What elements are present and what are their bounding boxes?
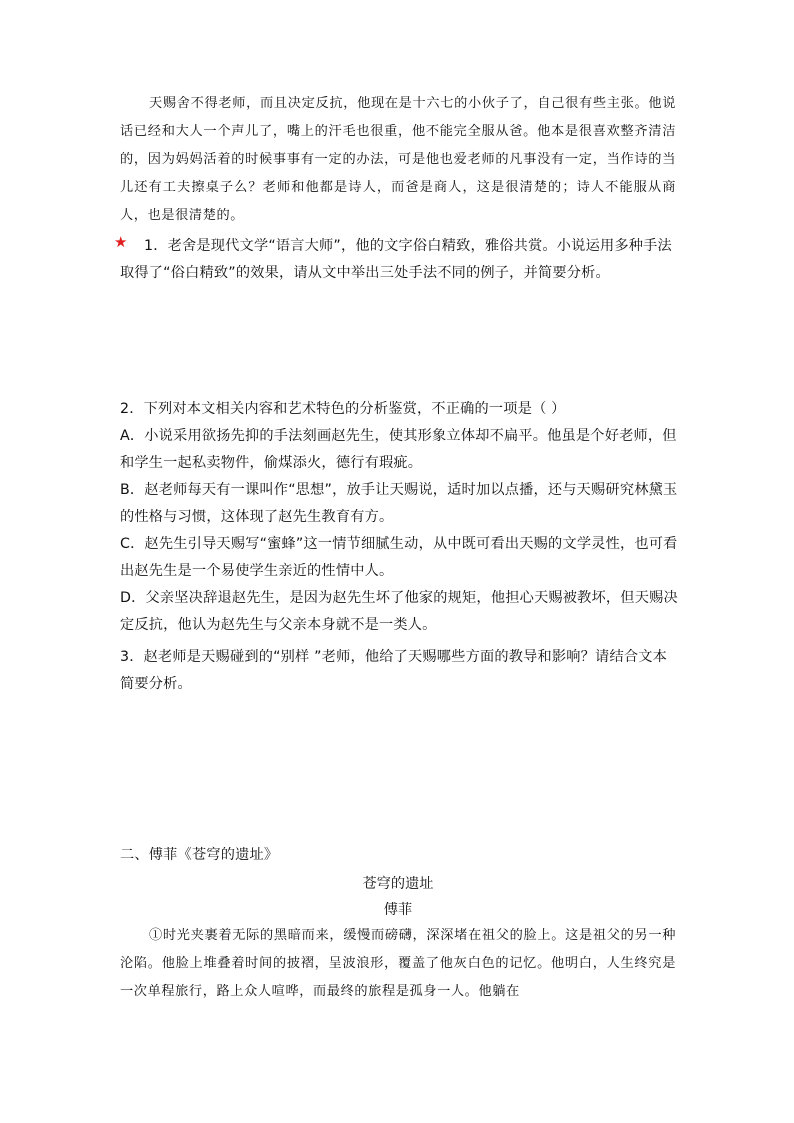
article-title: 苍穹的遗址 (362, 876, 434, 892)
question-2-option-c: C．赵先生引导天赐写“蜜蜂”这一情节细腻生动，从中既可看出天赐的文学灵性，也可看出赵先生是一个易使学生亲近的性情中人。 (120, 536, 678, 579)
section-2-heading (120, 842, 680, 869)
question-2-option-b: B．赵老师每天有一课叫作“思想”，放手让天赐说，适时加以点播，还与天赐研究林黛玉的性格与习惯，这体现了赵先生教育有方。 (120, 482, 678, 525)
article-passage (120, 922, 676, 1006)
question-1 (114, 233, 680, 287)
article-paragraph-1: ①时光夹裹着无际的黑暗而来，缓慢而磅礴，深深堵在祖父的脸上。这是祖父的另一种沦陷。他脸上堆叠着时间的披褶，呈波浪形，覆盖了他灰白色的记忆。他明白，人生终究是一次单程旅行，路上众人喧哗，而最终的旅程是孤身一人。他躺在 (120, 928, 676, 999)
question-2 (120, 396, 680, 639)
question-2-option-d: D．父亲坚决辞退赵先生，是因为赵先生坏了他家的规矩，他担心天赐被教坏，但天赐决定反抗，他认为赵先生与父亲本身就不是一类人。 (120, 590, 678, 633)
excerpt-paragraph: 天赐舍不得老师，而且决定反抗，他现在是十六七的小伙子了，自己很有些主张。他说话已经和大人一个声儿了，嘴上的汗毛也很重，他不能完全服从爸。他本是很喜欢整齐清洁的，因为妈妈活着的时候事事有一定的办法，可是他也爱老师的凡事没有一定，当作诗的当儿还有工夫擦桌子么？老师和他都是诗人，而爸是商人，这是很清楚的；诗人不能服从商人，也是很清楚的。 (120, 96, 676, 223)
question-2-stem: 2．下列对本文相关内容和艺术特色的分析鉴赏，不正确的一项是（ ） (120, 401, 566, 417)
excerpt-passage (120, 90, 676, 230)
article-author: 傅菲 (383, 902, 413, 918)
section-heading-text: 二、傅菲《苍穹的遗址》 (120, 847, 279, 863)
question-1-text: 1．老舍是现代文学“语言大师”，他的文字俗白精致，雅俗共赏。小说运用多种手法取得了“俗白精致”的效果，请从文中举出三处手法不同的例子，并简要分析。 (120, 238, 672, 281)
red-star-icon: ★ (114, 233, 128, 251)
question-3 (120, 644, 680, 698)
question-2-option-a: A．小说采用欲扬先抑的手法刻画赵先生，使其形象立体却不扁平。他虽是个好老师，但和学生一起私卖物件，偷煤添火，德行有瑕疵。 (120, 428, 677, 471)
question-3-text: 3．赵老师是天赐碰到的“别样 ”老师，他给了天赐哪些方面的教导和影响？请结合文本简要分析。 (120, 649, 667, 692)
